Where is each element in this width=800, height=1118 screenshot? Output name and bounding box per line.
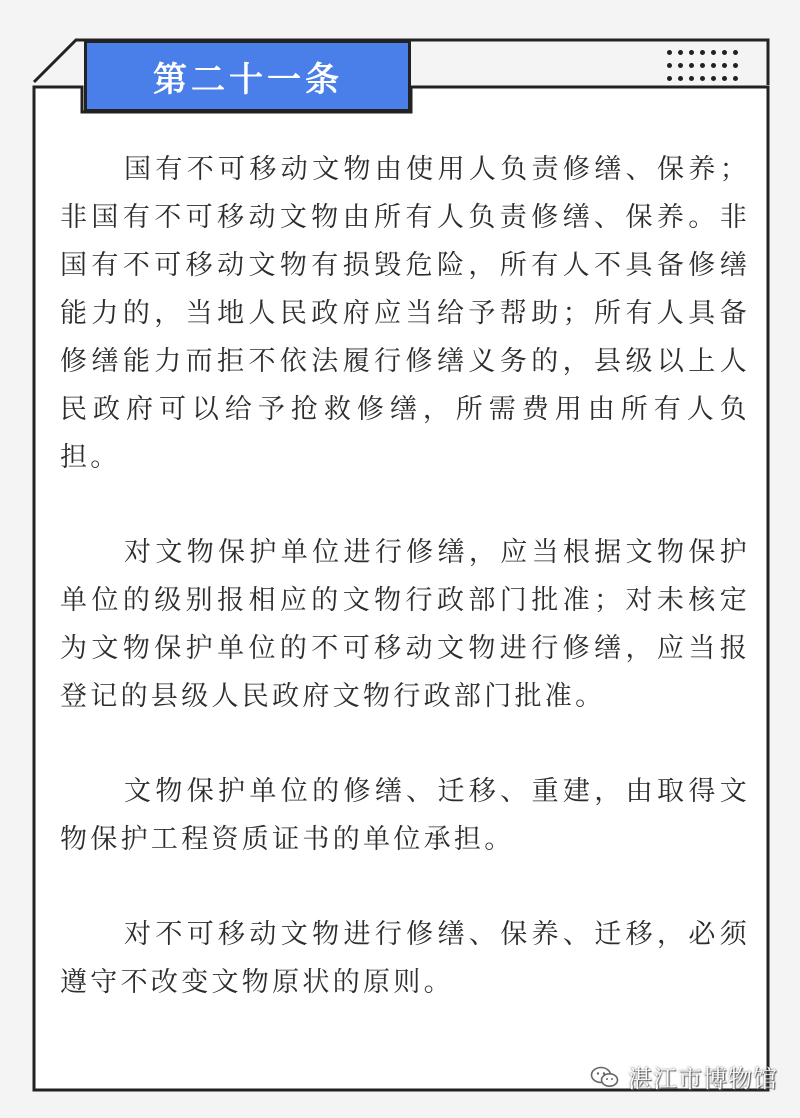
article-paragraph: 对不可移动文物进行修缮、保养、迁移，必须遵守不改变文物原状的原则。 (60, 919, 750, 998)
article-paragraph: 对文物保护单位进行修缮，应当根据文物保护单位的级别报相应的文物行政部门批准；对未核定为文物保护单位的不可移动文物进行修缮，应当报登记的县级人民政府文物行政部门批准。 (60, 537, 750, 712)
decorative-dot-grid (667, 50, 738, 81)
watermark-text: 湛江市博物馆 (628, 1065, 778, 1093)
article-paragraph: 国有不可移动文物由使用人负责修缮、保养；非国有不可移动文物由所有人负责修缮、保养。非国有不可移动文物有损毁危险，所有人不具备修缮能力的，当地人民政府应当给予帮助；所有人具备修缮能力而拒不依法履行修缮义务的，县级以上人民政府可以给予抢救修缮，所需费用由所有人负担。 (60, 154, 750, 473)
article-title-tab (84, 40, 411, 112)
article-paragraph: 文物保护单位的修缮、迁移、重建，由取得文物保护工程资质证书的单位承担。 (60, 776, 750, 855)
watermark (590, 1059, 778, 1094)
article-body (60, 146, 750, 1007)
wechat-icon (590, 1065, 620, 1089)
article-title: 第二十一条 (153, 59, 343, 100)
